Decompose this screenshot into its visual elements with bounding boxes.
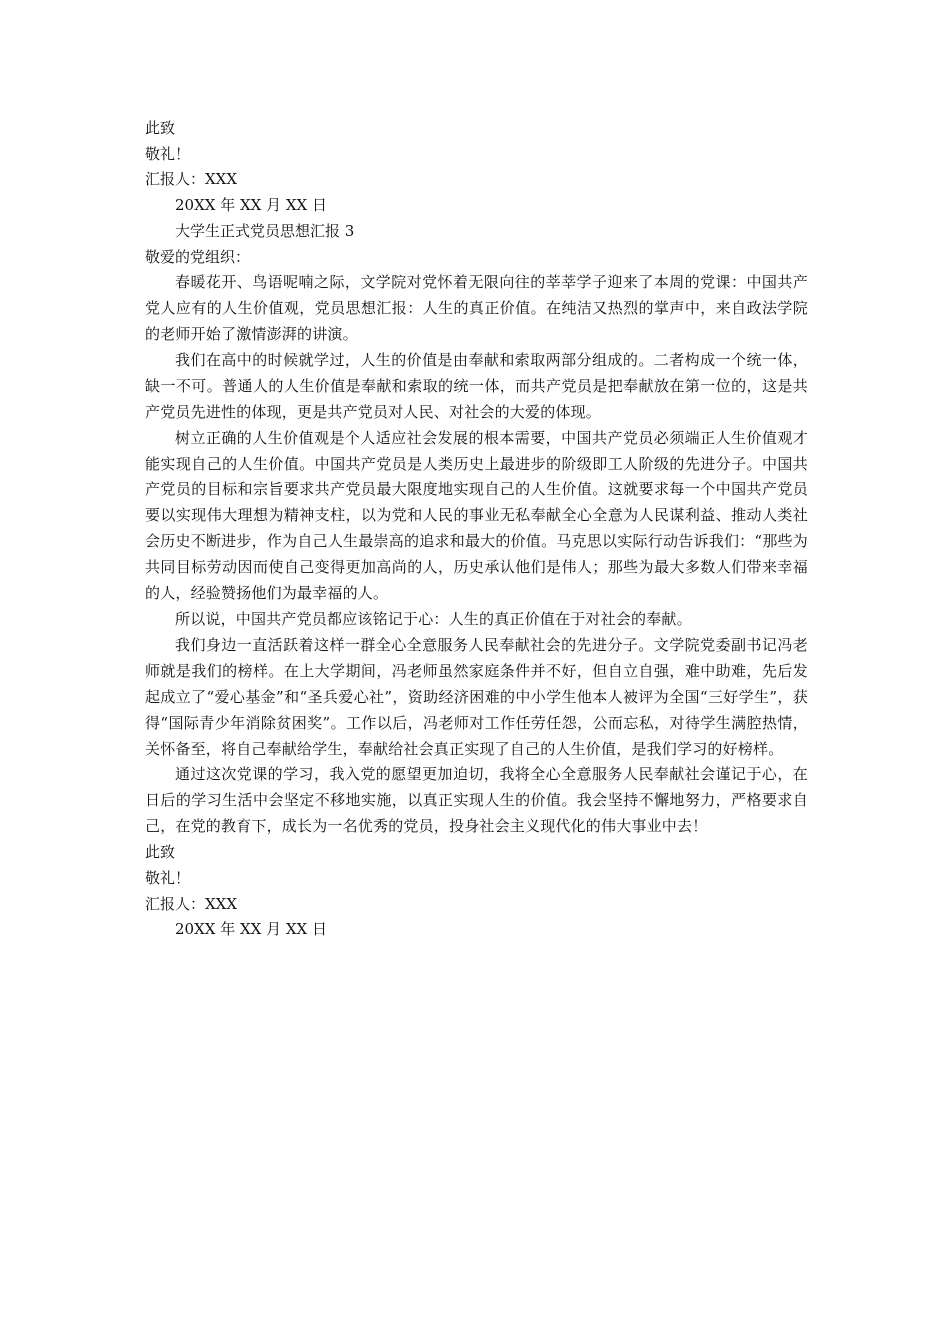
section-title: 大学生正式党员思想汇报 3: [175, 221, 355, 240]
closing-salutation: 此致: [145, 843, 176, 862]
reporter-name: 汇报人：XXX: [145, 170, 238, 189]
body-paragraph: 所以说，中国共产党员都应该铭记于心：人生的真正价值在于对社会的奉献。: [175, 610, 692, 628]
closing-salutation: 此致: [145, 119, 176, 137]
body-paragraph: 通过这次党课的学习，我入党的愿望更加迫切，我将全心全意服务人民奉献社会谨记于心，在日后的学习生活中会坚定不移地实施，以真正实现人生的价值。我会坚持不懈地努力，严格要求自己，在党的教育下，成长为一名优秀的党员，投身社会主义现代化的伟大事业中去！: [145, 765, 808, 836]
body-paragraph: 我们身边一直活跃着这样一群全心全意服务人民奉献社会的先进分子。文学院党委副书记冯老师就是我们的榜样。在上大学期间，冯老师虽然家庭条件并不好，但自立自强，难中助难，先后发起成立了“爱心基金”和“圣兵爱心社”，资助经济困难的中小学生他本人被评为全国“三好学生”，获得“国际青少年消除贫困奖”。工作以后，冯老师对工作任劳任怨，公而忘私，对待学生满腔热情，关怀备至，将自己奉献给学生，奉献给社会真正实现了自己的人生价值，是我们学习的好榜样。: [145, 635, 808, 758]
closing-respect: 敬礼！: [145, 868, 191, 887]
greeting: 敬爱的党组织：: [145, 247, 251, 266]
closing-respect: 敬礼！: [145, 144, 191, 163]
report-date: 20XX 年 XX 月 XX 日: [175, 196, 327, 215]
document-page: [145, 116, 808, 943]
report-date: 20XX 年 XX 月 XX 日: [175, 920, 327, 939]
body-paragraph: 我们在高中的时候就学过，人生的价值是由奉献和索取两部分组成的。二者构成一个统一体，缺一不可。普通人的人生价值是奉献和索取的统一体，而共产党员是把奉献放在第一位的，这是共产党员先进性的体现，更是共产党员对人民、对社会的大爱的体现。: [145, 350, 808, 421]
reporter-name: 汇报人：XXX: [145, 894, 238, 913]
body-paragraph: 树立正确的人生价值观是个人适应社会发展的根本需要，中国共产党员必须端正人生价值观才能实现自己的人生价值。中国共产党员是人类历史上最进步的阶级即工人阶级的先进分子。中国共产党员的目标和宗旨要求共产党员最大限度地实现自己的人生价值。这就要求每一个中国共产党员要以实现伟大理想为精神支柱，以为党和人民的事业无私奉献全心全意为人民谋利益、推动人类社会历史不断进步，作为自己人生最崇高的追求和最大的价值。马克思以实际行动告诉我们：“那些为共同目标劳动因而使自己变得更加高尚的人，历史承认他们是伟人；那些为最大多数人们带来幸福的人，经验赞扬他们为最幸福的人。: [145, 428, 808, 603]
body-paragraph: 春暖花开、鸟语呢喃之际，文学院对党怀着无限向往的莘莘学子迎来了本周的党课：中国共产党人应有的人生价值观，党员思想汇报：人生的真正价值。在纯洁又热烈的掌声中，来自政法学院的老师开始了激情澎湃的讲演。: [145, 273, 808, 344]
